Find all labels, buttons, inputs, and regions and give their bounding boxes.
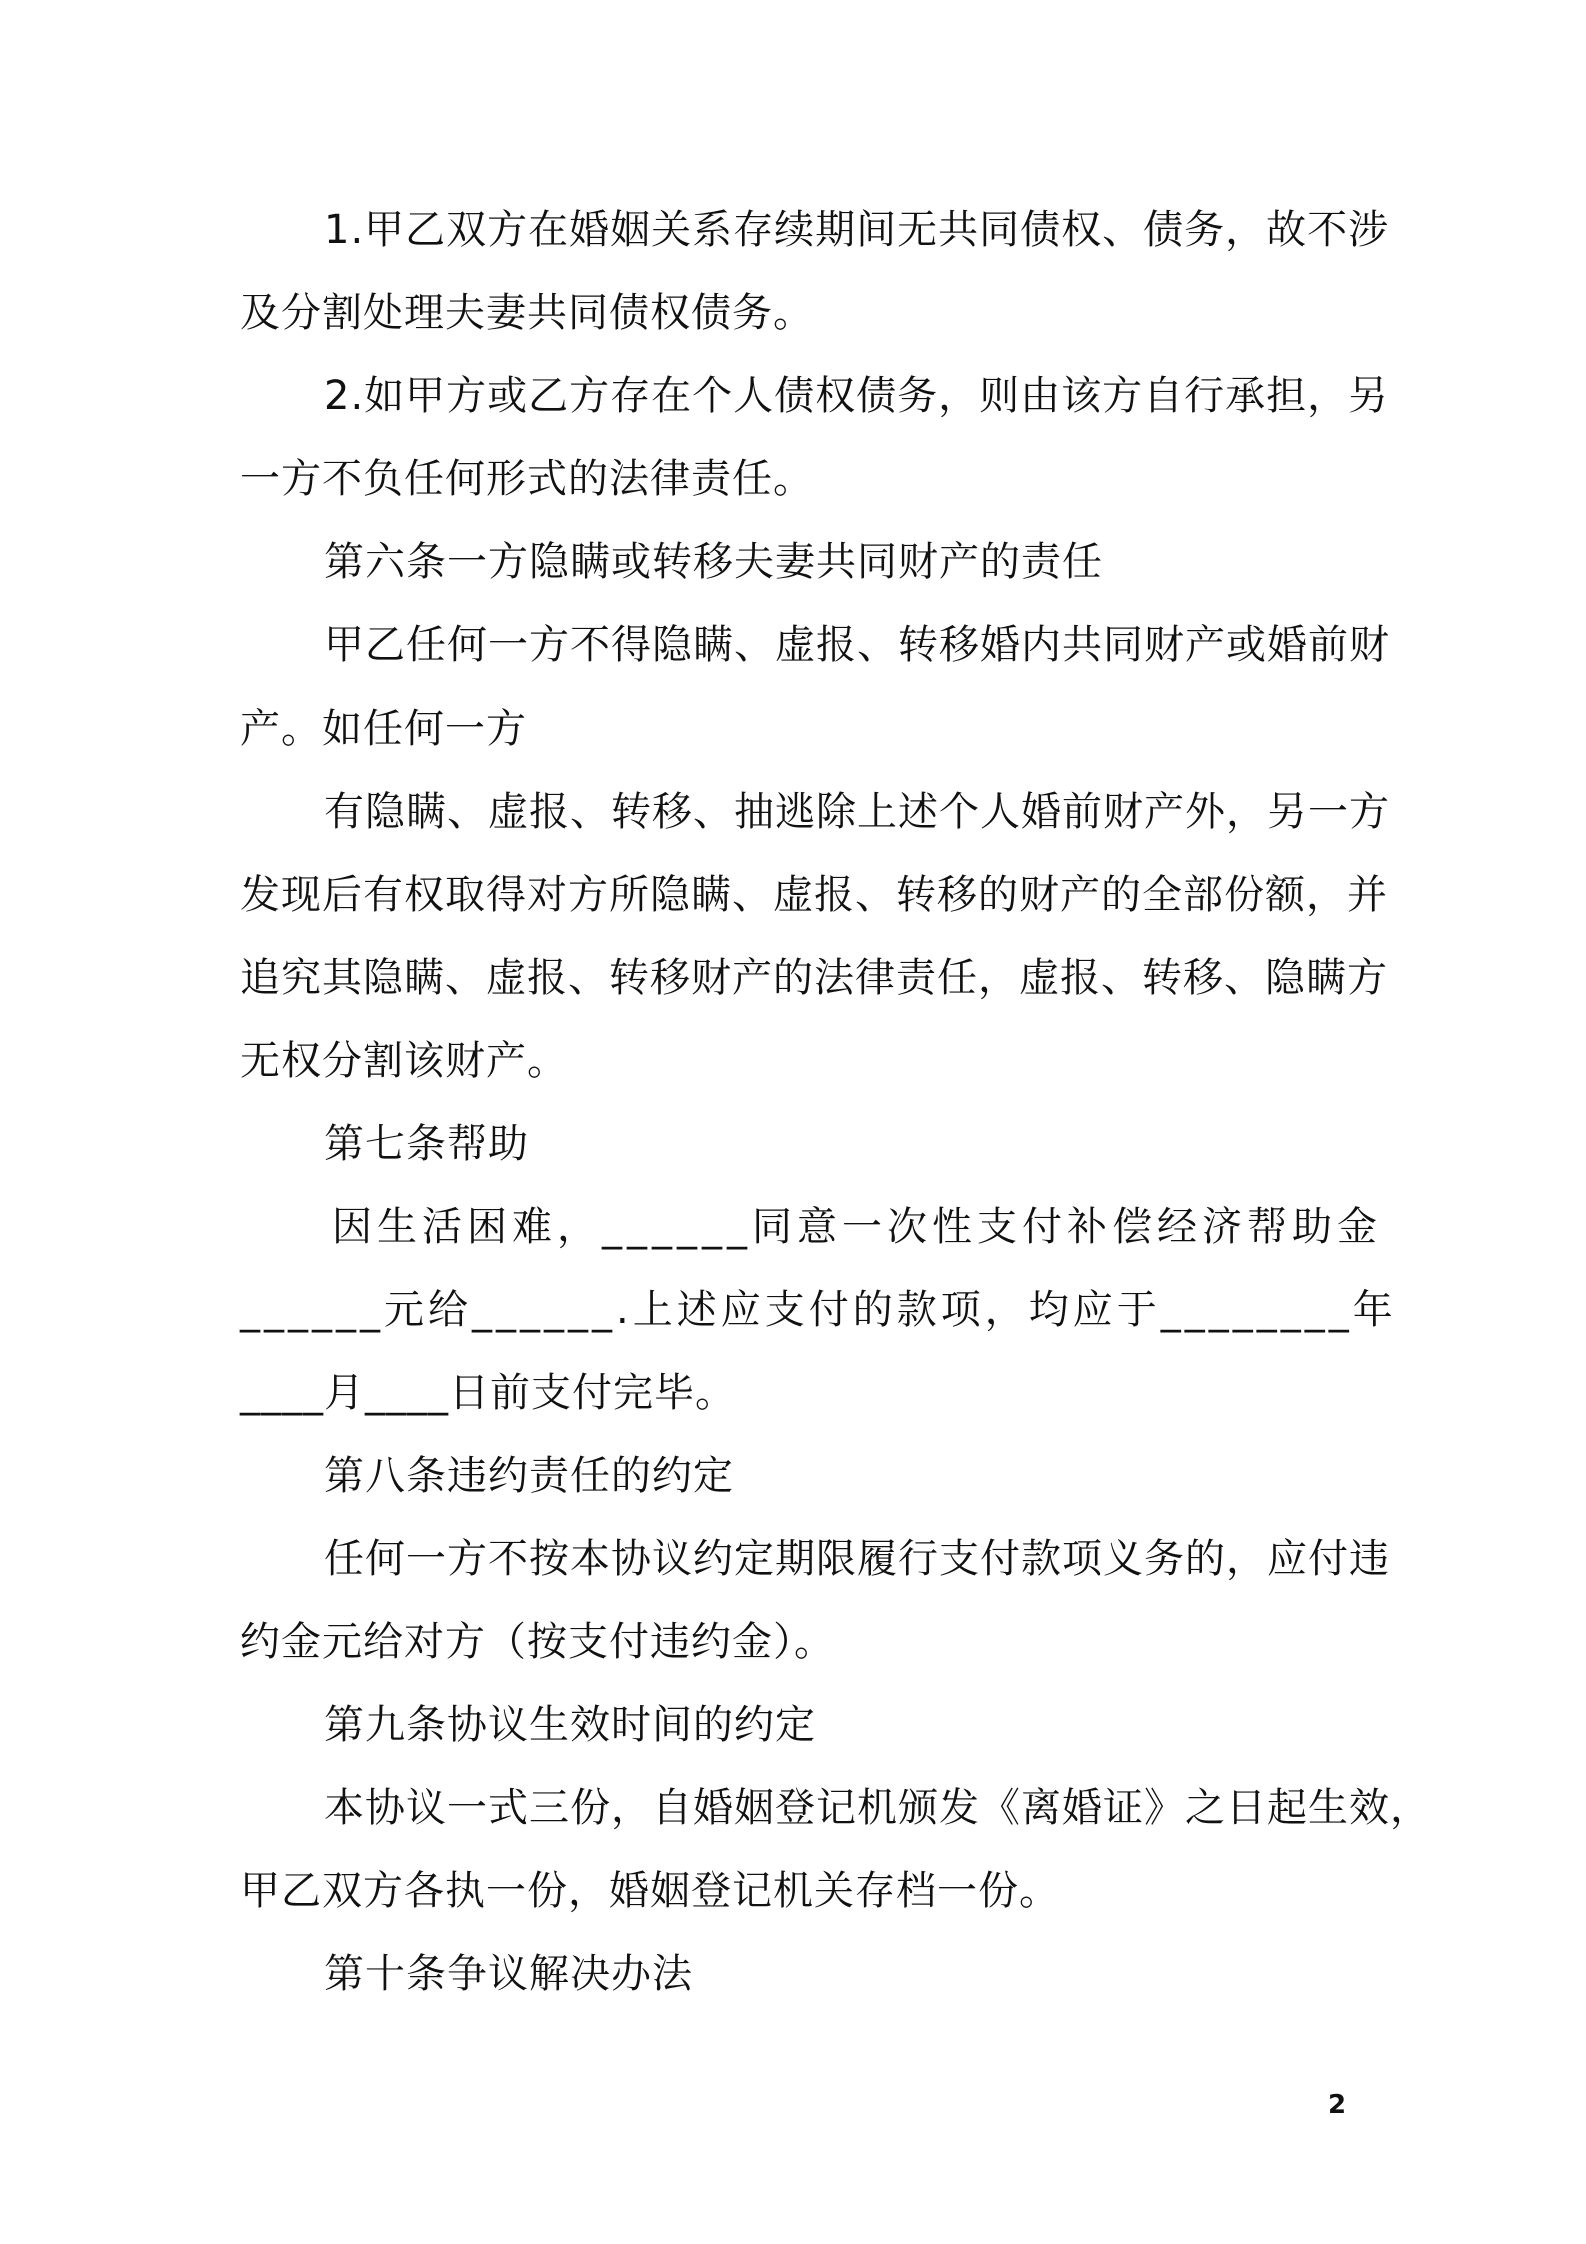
text-line: 追究其隐瞒、虚报、转移财产的法律责任，虚报、转移、隐瞒方 xyxy=(240,955,1388,1001)
text-line: 发现后有权取得对方所隐瞒、虚报、转移的财产的全部份额，并 xyxy=(240,872,1388,918)
text-line: 本协议一式三份，自婚姻登记机颁发《离婚证》之日起生效， xyxy=(324,1785,1431,1831)
text-line: ______元给______.上述应支付的款项，均应于________年 xyxy=(240,1287,1397,1333)
text-line: 甲乙双方各执一份，婚姻登记机关存档一份。 xyxy=(240,1868,1060,1914)
section-heading: 第八条违约责任的约定 xyxy=(324,1453,734,1499)
text-line: 产。如任何一方 xyxy=(240,706,527,752)
section-heading: 第十条争议解决办法 xyxy=(324,1951,693,1997)
text-line: 无权分割该财产。 xyxy=(240,1038,568,1084)
section-heading: 第六条一方隐瞒或转移夫妻共同财产的责任 xyxy=(324,539,1103,585)
text-line: 2.如甲方或乙方存在个人债权债务，则由该方自行承担，另 xyxy=(324,373,1390,419)
section-heading: 第九条协议生效时间的约定 xyxy=(324,1702,816,1748)
text-line: 任何一方不按本协议约定期限履行支付款项义务的，应付违 xyxy=(324,1536,1390,1582)
text-line: 一方不负任何形式的法律责任。 xyxy=(240,456,814,502)
text-line: ____月____日前支付完毕。 xyxy=(240,1370,736,1416)
page-number: 2 xyxy=(1328,2090,1347,2120)
text-line: 1.甲乙双方在婚姻关系存续期间无共同债权、债务，故不涉 xyxy=(324,207,1390,253)
text-line: 甲乙任何一方不得隐瞒、虚报、转移婚内共同财产或婚前财 xyxy=(324,622,1390,668)
text-line: 因生活困难，______同意一次性支付补偿经济帮助金 xyxy=(332,1204,1382,1250)
section-heading: 第七条帮助 xyxy=(324,1121,529,1167)
text-line: 有隐瞒、虚报、转移、抽逃除上述个人婚前财产外，另一方 xyxy=(324,789,1390,835)
text-line: 及分割处理夫妻共同债权债务。 xyxy=(240,290,814,336)
text-line: 约金元给对方（按支付违约金）。 xyxy=(240,1619,835,1665)
